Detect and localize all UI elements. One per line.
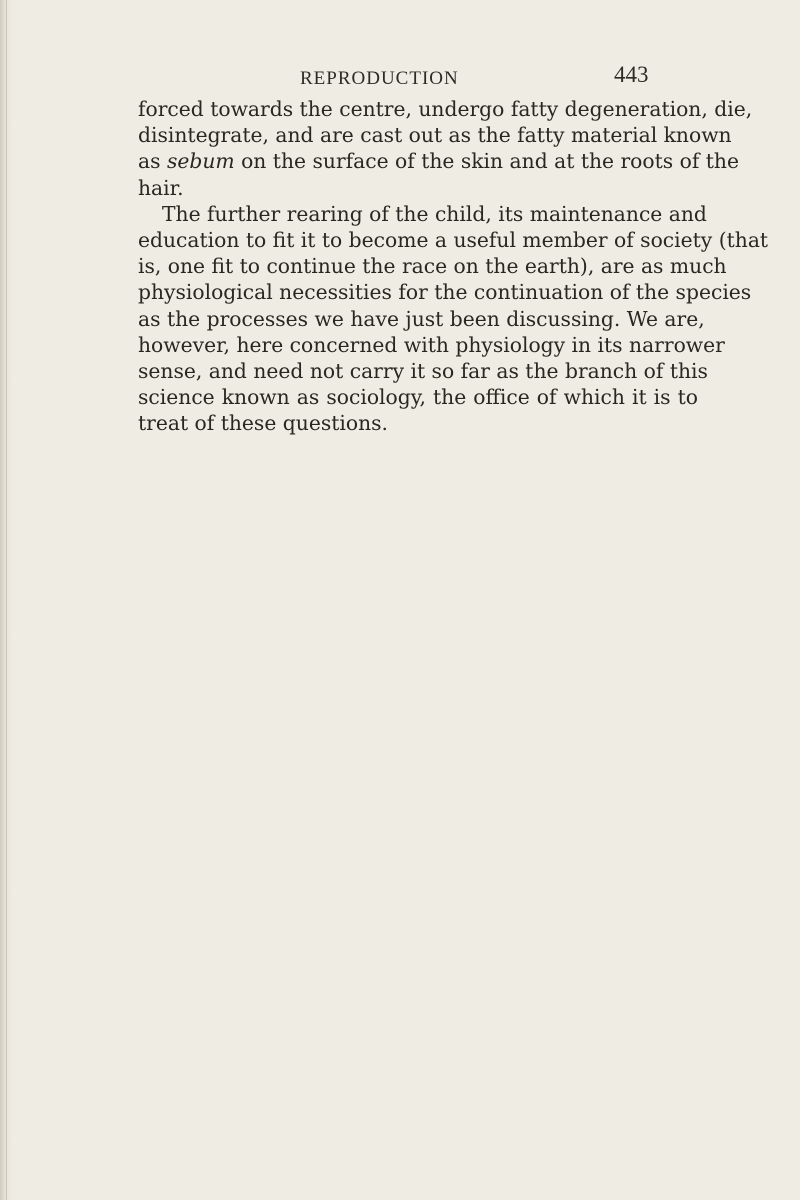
text-line: as the processes we have just been discussing. We are,	[138, 306, 705, 331]
text-line: disintegrate, and are cast out as the fatty material known	[138, 123, 732, 148]
text-line: however, here concerned with physiology in its narrower	[138, 332, 725, 357]
running-head	[0, 62, 800, 92]
text-line: science known as sociology, the office of which it is to	[138, 385, 698, 410]
paragraph-start-line: The further rearing of the child, its maintenance and	[162, 201, 707, 226]
page-number: 443	[614, 62, 649, 87]
text-line: sense, and need not carry it so far as the branch of this	[138, 358, 708, 383]
text-line: as sebum on the surface of the skin and at the roots of the	[138, 149, 739, 174]
text-line: education to fit it to become a useful member of society (that	[138, 227, 769, 252]
text-line: hair.	[138, 175, 184, 200]
text-line: is, one fit to continue the race on the earth), are as much	[138, 254, 727, 279]
text-line: physiological necessities for the continuation of the species	[138, 280, 752, 305]
body-text	[138, 96, 769, 436]
text-line: forced towards the centre, undergo fatty degeneration, die,	[138, 97, 753, 121]
text-line: treat of these questions.	[138, 411, 388, 436]
page-gutter-shadow	[6, 0, 7, 1200]
running-title: REPRODUCTION	[300, 68, 459, 89]
